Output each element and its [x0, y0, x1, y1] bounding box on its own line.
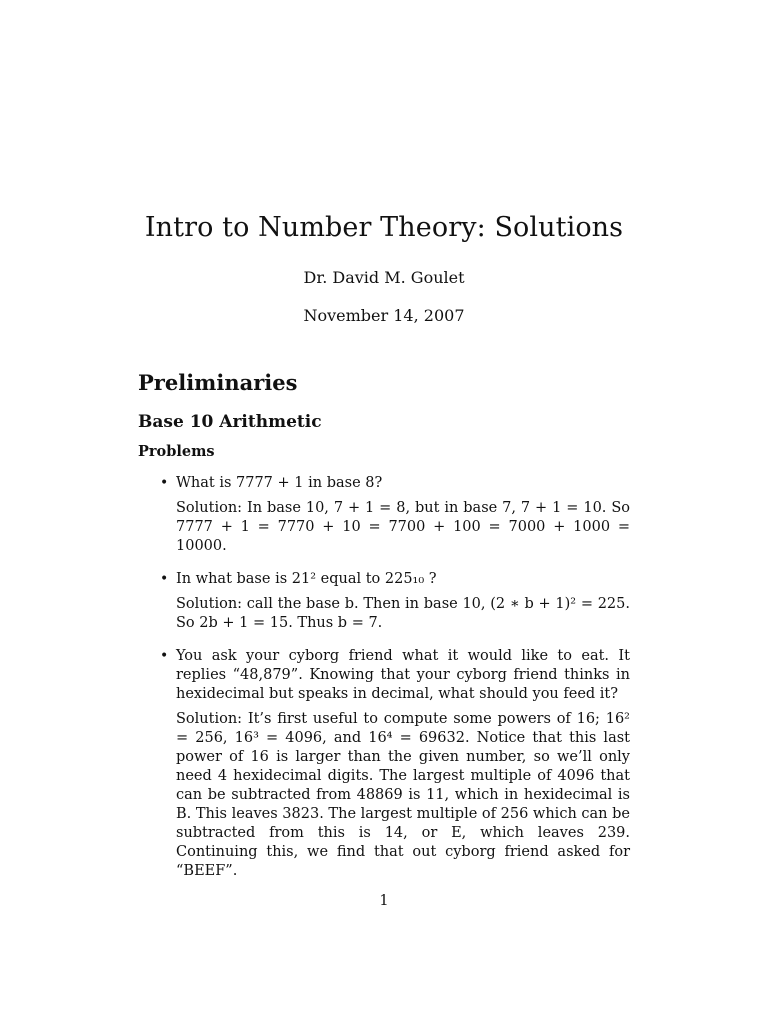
list-item — [160, 570, 630, 633]
problem-question: You ask your cyborg friend what it would like to eat. It replies “48,879”. Knowing that your cyborg friend thinks in hexidecimal but speaks in decimal, what should you feed it? — [176, 648, 630, 702]
problem-question: In what base is 21² equal to 225₁₀ ? — [176, 571, 437, 587]
problem-question: What is 7777 + 1 in base 8? — [176, 475, 383, 491]
bullet-icon: • — [160, 648, 169, 664]
section-heading: Preliminaries — [138, 370, 298, 395]
list-item — [160, 474, 630, 556]
paragraph-heading: Problems — [138, 443, 215, 460]
problem-solution: Solution: In base 10, 7 + 1 = 8, but in base 7, 7 + 1 = 10. So 7777 + 1 = 7770 + 10 = 7700 + 100 = 7000 + 1000 = 10000. — [176, 500, 630, 554]
problem-solution: Solution: It’s first useful to compute some powers of 16; 16² = 256, 16³ = 4096, and 16⁴ = 69632. Notice that this last power of 16 is larger than the given number, so we’ll only need 4 hexidecimal digits. The largest multiple of 4096 that can be subtracted from 48869 is 11, which in hexidecimal is B. This leaves 3823. The largest multiple of 256 which can be subtracted from this is 14, or E, which leaves 239. Continuing this, we find that out cyborg friend asked for “BEEF”. — [176, 711, 630, 879]
document-title: Intro to Number Theory: Solutions — [144, 212, 624, 243]
bullet-icon: • — [160, 571, 169, 587]
subsection-heading: Base 10 Arithmetic — [138, 412, 322, 432]
document-author: Dr. David M. Goulet — [303, 268, 465, 287]
problem-solution: Solution: call the base b. Then in base 10, (2 ∗ b + 1)² = 225. So 2b + 1 = 15. Thus b = 7. — [176, 596, 630, 631]
problem-list — [160, 474, 630, 895]
page-number: 1 — [379, 893, 389, 909]
document-date: November 14, 2007 — [303, 306, 465, 325]
list-item — [160, 647, 630, 881]
bullet-icon: • — [160, 475, 169, 491]
